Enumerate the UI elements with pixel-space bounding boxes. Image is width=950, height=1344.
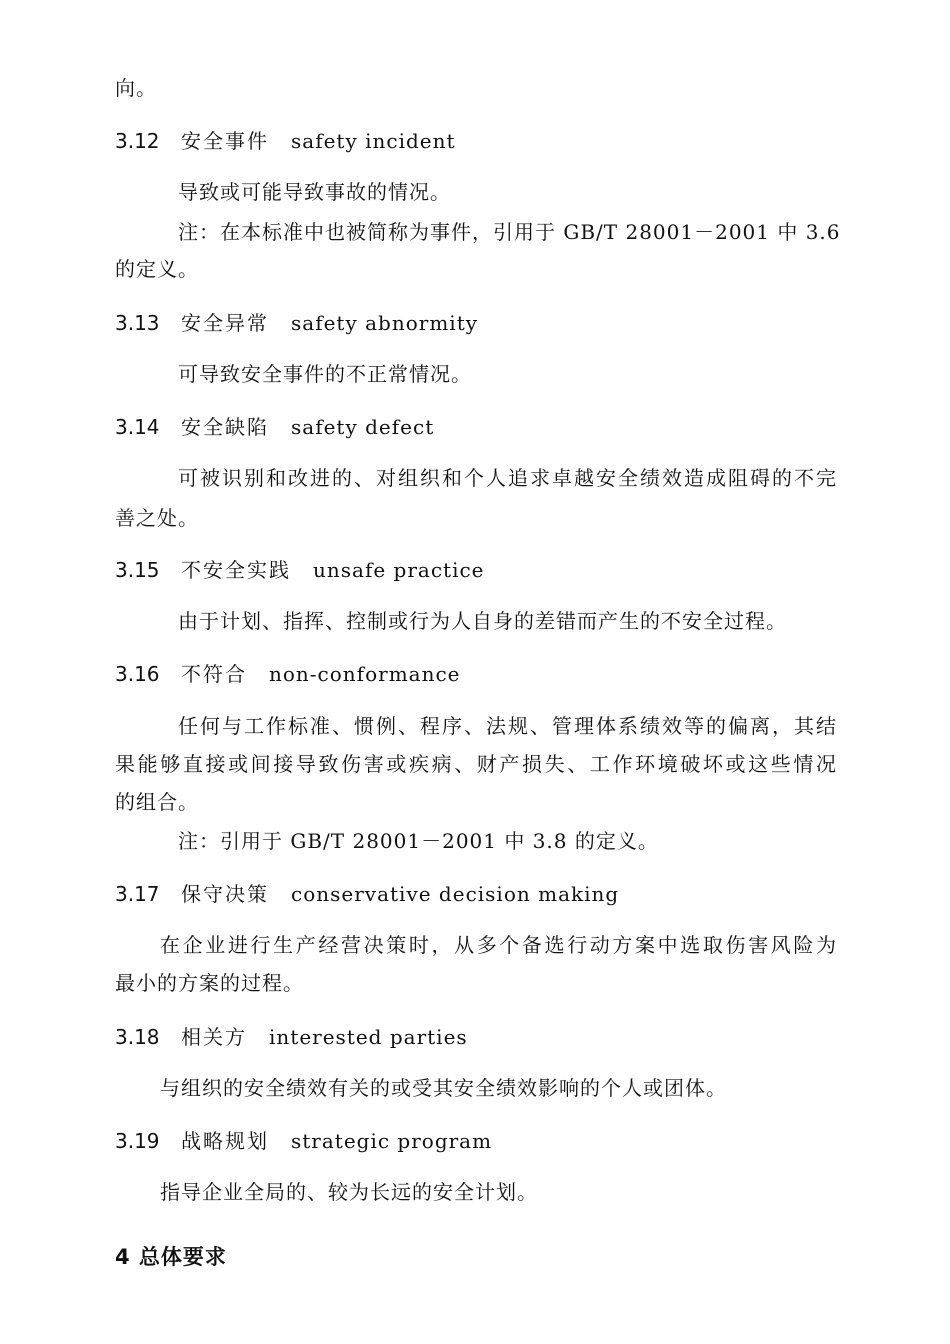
term-chinese: 安全异常 — [181, 311, 269, 335]
term-english: safety incident — [291, 129, 456, 153]
term-note: 注：引用于 GB/T 28001－2001 中 3.8 的定义。 — [178, 829, 659, 853]
term-definition: 由于计划、指挥、控制或行为人自身的差错而产生的不安全过程。 — [178, 609, 787, 633]
term-chinese: 安全缺陷 — [181, 415, 269, 439]
term-chinese: 不安全实践 — [181, 558, 291, 582]
term-number: 3.16 — [115, 662, 160, 686]
term-number: 3.17 — [115, 882, 160, 906]
term-definition: 指导企业全局的、较为长远的安全计划。 — [160, 1180, 538, 1204]
term-heading — [115, 884, 619, 904]
term-heading — [115, 313, 478, 333]
term-definition: 与组织的安全绩效有关的或受其安全绩效影响的个人或团体。 — [160, 1076, 727, 1100]
term-note: 注：在本标准中也被简称为事件，引用于 GB/T 28001－2001 中 3.6 — [178, 220, 841, 244]
term-heading — [115, 417, 434, 437]
term-heading — [115, 560, 485, 580]
term-number: 3.13 — [115, 311, 160, 335]
term-number: 3.15 — [115, 558, 160, 582]
term-chinese: 相关方 — [181, 1025, 247, 1049]
term-definition-continued: 的组合。 — [115, 790, 199, 814]
term-definition: 任何与工作标准、惯例、程序、法规、管理体系绩效等的偏离，其结 — [178, 714, 837, 738]
term-number: 3.19 — [115, 1129, 160, 1153]
term-definition-continued: 最小的方案的过程。 — [115, 971, 304, 995]
term-heading — [115, 1131, 492, 1151]
term-definition: 可被识别和改进的、对组织和个人追求卓越安全绩效造成阻碍的不完 — [178, 466, 837, 490]
section-title: 4 总体要求 — [115, 1245, 227, 1269]
term-number: 3.12 — [115, 129, 160, 153]
term-definition: 可导致安全事件的不正常情况。 — [178, 362, 472, 386]
term-heading — [115, 131, 456, 151]
term-heading — [115, 664, 461, 684]
term-chinese: 保守决策 — [181, 882, 269, 906]
term-definition: 导致或可能导致事故的情况。 — [178, 180, 451, 204]
term-definition: 在企业进行生产经营决策时，从多个备选行动方案中选取伤害风险为 — [160, 933, 837, 957]
term-english: strategic program — [291, 1129, 493, 1153]
term-note-continued: 的定义。 — [115, 257, 199, 281]
term-chinese: 战略规划 — [181, 1129, 269, 1153]
term-definition-continued: 善之处。 — [115, 506, 199, 530]
term-definition-continued: 果能够直接或间接导致伤害或疾病、财产损失、工作环境破坏或这些情况 — [115, 752, 837, 776]
carryover-text: 向。 — [115, 76, 157, 100]
term-chinese: 安全事件 — [181, 129, 269, 153]
term-english: non-conformance — [269, 662, 461, 686]
term-english: safety defect — [291, 415, 435, 439]
term-heading — [115, 1027, 468, 1047]
term-chinese: 不符合 — [181, 662, 247, 686]
term-number: 3.14 — [115, 415, 160, 439]
term-english: conservative decision making — [291, 882, 620, 906]
term-english: safety abnormity — [291, 311, 479, 335]
term-english: interested parties — [269, 1025, 468, 1049]
term-english: unsafe practice — [313, 558, 485, 582]
term-number: 3.18 — [115, 1025, 160, 1049]
